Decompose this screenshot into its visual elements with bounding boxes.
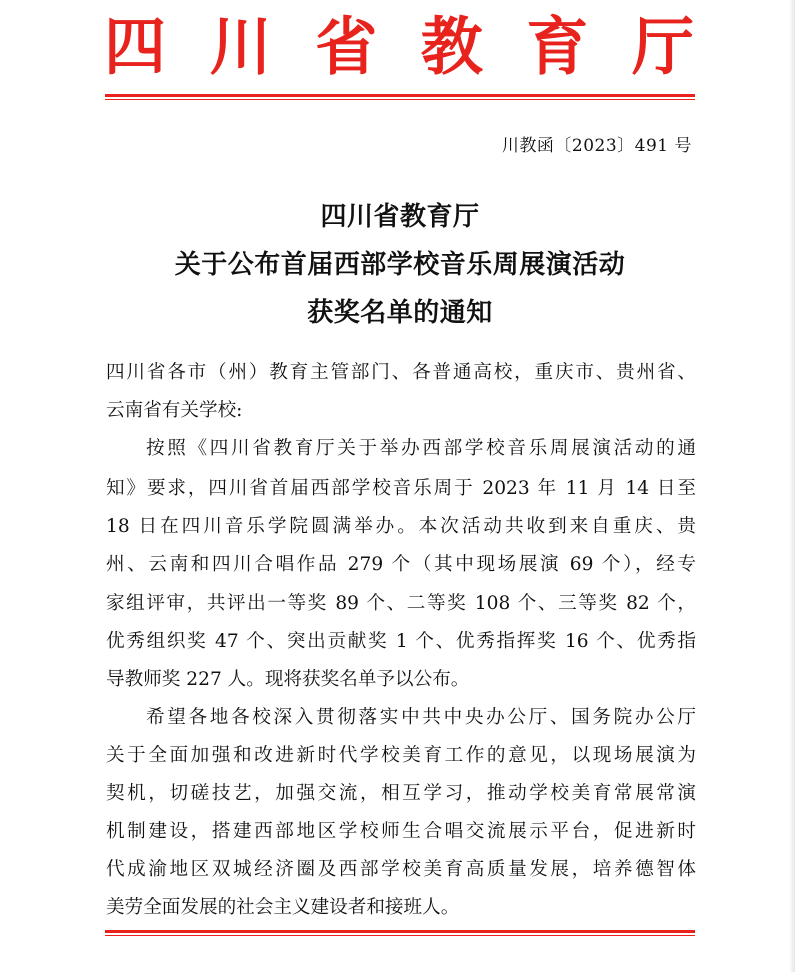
body-line: 按照《四川省教育厅关于举办西部学校音乐周展演活动的通 [146,438,696,459]
masthead-title [104,8,694,86]
body-line: 18 日在四川音乐学院圆满举办。本次活动共收到来自重庆、贵 [106,516,696,537]
masthead-char: 川 [209,9,272,84]
masthead-char: 四 [104,9,167,84]
body-line: 关于全面加强和改进新时代学校美育工作的意见，以现场展演为 [106,745,696,766]
body-line: 云南省有关学校: [106,400,243,421]
title-line-2: 关于公布首届西部学校音乐周展演活动 [174,250,626,280]
body-line: 四川省各市（州）教育主管部门、各普通高校，重庆市、贵州省、 [106,362,696,383]
page-edge-shadow [789,0,795,972]
footer-red-rule-thick [105,930,695,933]
footer-red-rule-thin [105,935,695,936]
document-number: 川教函〔2023〕491 号 [501,136,692,156]
header-red-rule-thick [105,94,695,97]
masthead-char: 省 [315,9,378,84]
masthead-char: 育 [526,9,589,84]
body-line: 代成渝地区双城经济圈及西部学校美育高质量发展，培养德智体 [106,859,696,880]
body-line: 美劳全面发展的社会主义建设者和接班人。 [106,897,460,918]
title-line-3: 获奖名单的通知 [307,298,493,328]
body-line: 知》要求，四川省首届西部学校音乐周于 2023 年 11 月 14 日至 [106,478,696,499]
body-line: 州、云南和四川合唱作品 279 个（其中现场展演 69 个），经专 [106,554,696,575]
body-line: 希望各地各校深入贯彻落实中共中央办公厅、国务院办公厅 [146,707,696,728]
masthead-char: 教 [420,9,483,84]
header-red-rule-thin [105,99,695,100]
body-line: 机制建设，搭建西部地区学校师生合唱交流展示平台，促进新时 [106,821,696,842]
body-line: 契机，切磋技艺，加强交流，相互学习，推动学校美育常展常演 [106,783,696,804]
title-line-1: 四川省教育厅 [320,202,480,232]
masthead-char: 厅 [631,9,694,84]
body-line: 导教师奖 227 人。现将获奖名单予以公布。 [106,669,470,690]
body-line: 优秀组织奖 47 个、突出贡献奖 1 个、优秀指挥奖 16 个、优秀指 [106,631,696,652]
body-line: 家组评审，共评出一等奖 89 个、二等奖 108 个、三等奖 82 个， [106,593,696,614]
